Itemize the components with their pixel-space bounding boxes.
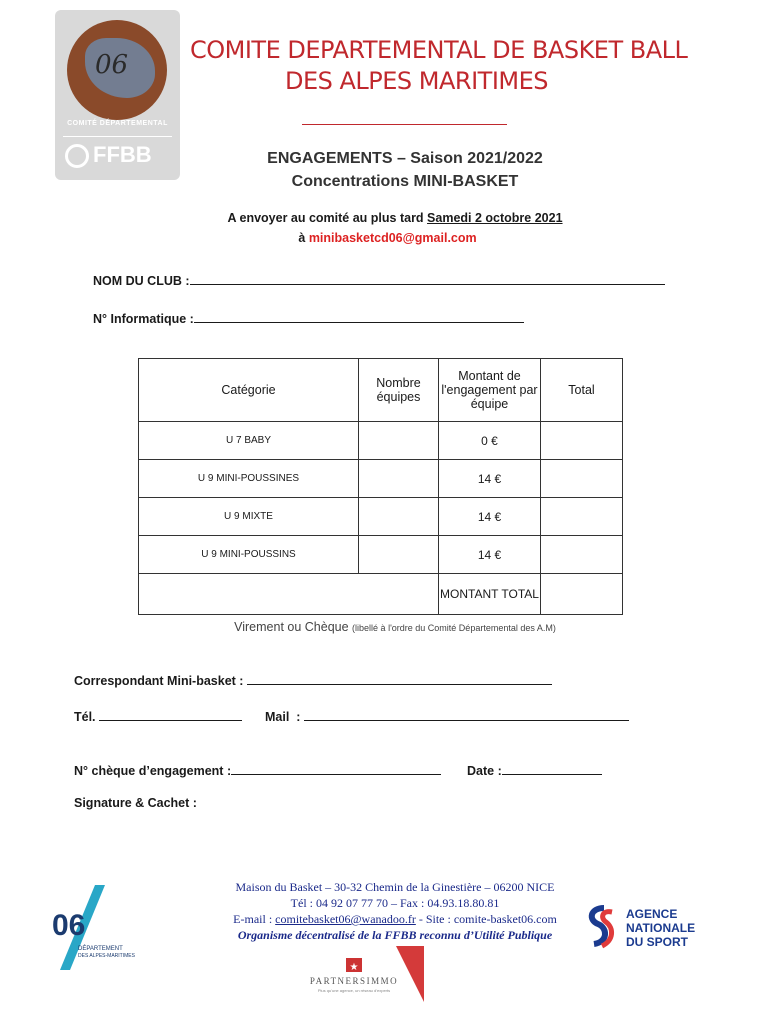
mail-input[interactable]	[304, 708, 629, 721]
row-category: U 9 MINI-POUSSINS	[139, 536, 359, 574]
cheque-input[interactable]	[231, 762, 441, 775]
date-field[interactable]	[467, 762, 602, 778]
total-row-empty	[139, 574, 439, 615]
date-input[interactable]	[502, 762, 602, 775]
partner-tagline: Plus qu'une agence, un réseau d'experts	[317, 988, 391, 993]
correspondant-label: Correspondant Mini-basket	[74, 674, 236, 688]
cheque-label: N° chèque d’engagement :	[74, 764, 232, 778]
agence-nationale-sport-logo	[582, 902, 747, 952]
grand-total-input[interactable]	[541, 574, 623, 615]
row-teams-input[interactable]	[359, 536, 439, 574]
row-teams-input[interactable]	[359, 460, 439, 498]
send-email[interactable]: minibasketcd06@gmail.com	[308, 231, 477, 245]
club-name-input[interactable]	[190, 272, 665, 285]
svg-text:★: ★	[349, 962, 359, 973]
payment-method	[0, 620, 770, 634]
footer-contact	[190, 912, 600, 927]
departement-06-logo	[50, 880, 140, 975]
send-email-line	[0, 231, 770, 245]
club-name-field[interactable]	[93, 272, 665, 288]
row-teams-input[interactable]	[359, 422, 439, 460]
partnersimmo-logo	[288, 946, 424, 1002]
row-teams-input[interactable]	[359, 498, 439, 536]
payment-note: (libellé à l'ordre du Comité Départemental des A.M)	[352, 623, 556, 633]
header-total: Total	[541, 359, 623, 422]
form-subtitle: Concentrations MINI-BASKET	[291, 173, 519, 190]
footer-email[interactable]: comitebasket06@wanadoo.fr	[275, 912, 416, 926]
ans-line2: NATIONALE	[626, 921, 696, 935]
logo-caption: COMITÉ DÉPARTEMENTAL	[67, 120, 168, 127]
logo-number: 06	[95, 50, 129, 80]
ans-line1: AGENCE	[626, 907, 678, 921]
ans-icon	[582, 902, 747, 952]
row-category: U 9 MIXTE	[139, 498, 359, 536]
total-label: MONTANT TOTAL	[439, 574, 541, 615]
dept-logo-text1: DÉPARTEMENT	[78, 946, 123, 952]
numero-label: N° Informatique :	[93, 312, 194, 326]
departement-06-icon	[50, 880, 140, 975]
mail-label: Mail	[265, 710, 290, 724]
club-name-label: NOM DU CLUB :	[93, 274, 190, 288]
form-title: ENGAGEMENTS – Saison 2021/2022	[267, 150, 543, 167]
row-total-input[interactable]	[541, 498, 623, 536]
table-row	[139, 498, 623, 536]
header-category: Catégorie	[139, 359, 359, 422]
engagement-table	[138, 358, 623, 615]
signature-field[interactable]: Signature & Cachet :	[74, 796, 197, 810]
row-total-input[interactable]	[541, 460, 623, 498]
footer-site[interactable]: - Site : comite-basket06.com	[415, 912, 557, 926]
payment-method-text: Virement ou Chèque	[234, 620, 349, 634]
table-header-row	[139, 359, 623, 422]
tel-label: Tél.	[74, 710, 96, 724]
partnersimmo-icon	[288, 946, 424, 1002]
page-title-line1: COMITE DEPARTEMENTAL DE BASKET BALL	[190, 36, 688, 64]
ffbb-brand-text: FFBB	[93, 142, 152, 167]
footer-email-prefix: E-mail :	[233, 912, 276, 926]
title-divider	[302, 124, 507, 125]
signature-label: Signature & Cachet	[74, 796, 190, 810]
header-amount: Montant de l'engagement par équipe	[439, 359, 541, 422]
tel-input[interactable]	[99, 708, 242, 721]
row-amount: 0 €	[439, 422, 541, 460]
logo-divider	[63, 136, 172, 137]
correspondant-input[interactable]	[247, 672, 552, 685]
row-amount: 14 €	[439, 536, 541, 574]
footer-phone: Tél : 04 92 07 77 70 – Fax : 04.93.18.80.81	[290, 896, 500, 910]
row-amount: 14 €	[439, 498, 541, 536]
send-to-prefix: à	[298, 231, 309, 245]
row-amount: 14 €	[439, 460, 541, 498]
row-category: U 9 MINI-POUSSINES	[139, 460, 359, 498]
ans-line3: DU SPORT	[626, 935, 689, 949]
basketball-icon	[67, 20, 167, 120]
row-total-input[interactable]	[541, 422, 623, 460]
row-total-input[interactable]	[541, 536, 623, 574]
dept-logo-num: 06	[52, 909, 86, 942]
table-row	[139, 536, 623, 574]
send-prefix: A envoyer au comité au plus tard	[227, 211, 428, 225]
table-row	[139, 422, 623, 460]
page-title-line2: DES ALPES MARITIMES	[285, 67, 549, 95]
table-row	[139, 460, 623, 498]
row-category: U 7 BABY	[139, 422, 359, 460]
date-label: Date :	[467, 764, 502, 778]
table-total-row	[139, 574, 623, 615]
header-teams: Nombre équipes	[359, 359, 439, 422]
dept-logo-text2: DES ALPES-MARITIMES	[78, 953, 135, 959]
tel-field[interactable]	[74, 708, 242, 724]
footer-tagline: Organisme décentralisé de la FFBB reconnu d’Utilité Publique	[237, 928, 553, 942]
numero-field[interactable]	[93, 310, 524, 326]
send-deadline: Samedi 2 octobre 2021	[427, 211, 563, 225]
send-instructions	[0, 211, 770, 225]
mail-field[interactable]: Mail :	[265, 708, 629, 724]
cheque-field[interactable]	[74, 762, 441, 778]
correspondant-field[interactable]: Correspondant Mini-basket :	[74, 672, 552, 688]
numero-input[interactable]	[194, 310, 524, 323]
partner-name: PARTNERSIMMO	[309, 976, 399, 986]
footer-address: Maison du Basket – 30-32 Chemin de la Ginestière – 06200 NICE	[235, 880, 555, 894]
